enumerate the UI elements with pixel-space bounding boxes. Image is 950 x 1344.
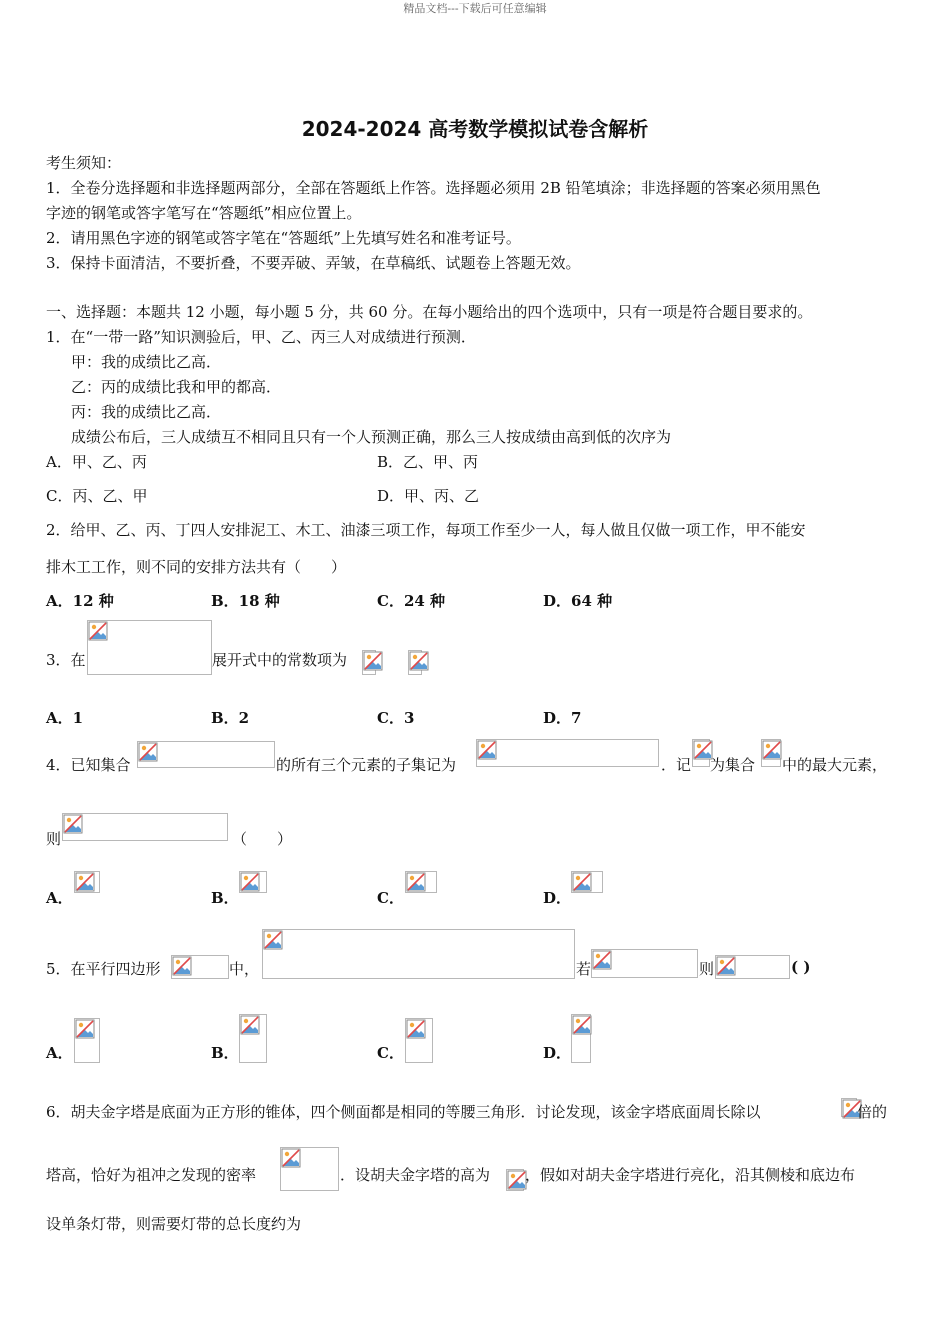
broken-image-icon <box>262 929 575 979</box>
question-3-text: 3．在 <box>46 651 86 669</box>
question-4-option-b: B． <box>211 889 239 907</box>
question-5-option-a: A． <box>46 1044 73 1062</box>
broken-image-glyph <box>406 1019 426 1039</box>
question-5-text: 中， <box>229 960 260 978</box>
question-2-option-a: A．12 种 <box>46 592 114 610</box>
section-heading: 一、选择题：本题共 12 小题，每小题 5 分，共 60 分。在每小题给出的四个选项中，只有一项是符合题目要求的。 <box>46 303 813 321</box>
notice-line: 字迹的钢笔或答字笔写在“答题纸”相应位置上。 <box>46 204 362 222</box>
question-4-text: 中的最大元素， <box>782 756 888 774</box>
question-2-stem: 2．给甲、乙、丙、丁四人安排泥工、木工、油漆三项工作，每项工作至少一人，每人做且仅做一项工作，甲不能安 <box>46 521 806 539</box>
broken-image-icon <box>571 1014 591 1063</box>
broken-image-icon <box>506 1169 524 1191</box>
question-5-text: 则 <box>699 960 715 978</box>
notice-line: 2．请用黑色字迹的钢笔或答字笔在“答题纸”上先填写姓名和准考证号。 <box>46 229 521 247</box>
question-1-statement: 丙：我的成绩比乙高． <box>71 403 222 421</box>
question-4-text: 为集合 <box>710 756 756 774</box>
broken-image-glyph <box>406 872 426 892</box>
question-6-text: 塔高，恰好为祖冲之发现的密率 <box>46 1166 257 1184</box>
question-4-text: 则 <box>46 830 62 848</box>
broken-image-icon <box>692 739 710 767</box>
notice-line: 3．保持卡面清洁，不要折叠，不要弄破、弄皱，在草稿纸、试题卷上答题无效。 <box>46 254 581 272</box>
broken-image-glyph <box>75 872 95 892</box>
broken-image-glyph <box>281 1148 301 1168</box>
broken-image-glyph <box>762 740 782 760</box>
question-1-option-a: A．甲、乙、丙 <box>46 453 147 471</box>
question-5-option-b: B． <box>211 1044 239 1062</box>
broken-image-glyph <box>240 872 260 892</box>
broken-image-icon <box>74 871 100 893</box>
broken-image-icon <box>87 620 212 675</box>
question-5-text: 若 <box>576 960 592 978</box>
question-1-statement: 乙：丙的成绩比我和甲的都高． <box>71 378 282 396</box>
question-4-option-d: D． <box>543 889 572 907</box>
question-4-text: 的所有三个元素的子集记为 <box>276 756 457 774</box>
broken-image-glyph <box>716 956 736 976</box>
question-6-text: ，假如对胡夫金字塔进行亮化，沿其侧棱和底边布 <box>525 1166 856 1184</box>
question-1-statement: 成绩公布后，三人成绩互不相同且只有一个人预测正确，那么三人按成绩由高到低的次序为 <box>71 428 672 446</box>
question-2-stem: 排木工工作，则不同的安排方法共有（ ） <box>46 558 347 576</box>
broken-image-glyph <box>572 1015 592 1035</box>
broken-image-icon <box>62 813 228 841</box>
question-1-option-c: C．丙、乙、甲 <box>46 487 148 505</box>
broken-image-icon <box>74 1018 100 1063</box>
broken-image-glyph <box>363 651 383 671</box>
question-1-stem: 1．在“一带一路”知识测验后，甲、乙、丙三人对成绩进行预测． <box>46 328 476 346</box>
broken-image-icon <box>715 955 790 979</box>
broken-image-icon <box>405 1018 433 1063</box>
question-6-text: 6．胡夫金字塔是底面为正方形的锥体，四个侧面都是相同的等腰三角形．讨论发现，该金字塔底面周长除以 <box>46 1103 761 1121</box>
question-4-text: 4．已知集合 <box>46 756 131 774</box>
broken-image-glyph <box>592 950 612 970</box>
question-2-option-d: D．64 种 <box>543 592 613 610</box>
broken-image-glyph <box>409 651 429 671</box>
notice-line: 1．全卷分选择题和非选择题两部分，全部在答题纸上作答。选择题必须用 2B 铅笔填涂；非选择题的答案必须用黑色 <box>46 179 821 197</box>
question-3-option-a: A．1 <box>46 709 84 727</box>
broken-image-icon <box>408 650 422 675</box>
broken-image-glyph <box>263 930 283 950</box>
broken-image-icon <box>239 1014 267 1063</box>
broken-image-glyph <box>572 872 592 892</box>
question-4-text: （ ） <box>232 830 293 848</box>
question-1-option-b: B．乙、甲、丙 <box>377 453 479 471</box>
broken-image-glyph <box>63 814 83 834</box>
question-3-option-b: B．2 <box>211 709 250 727</box>
question-4-option-a: A． <box>46 889 73 907</box>
broken-image-icon <box>571 871 603 893</box>
question-3-option-c: C．3 <box>377 709 415 727</box>
broken-image-icon <box>591 949 698 978</box>
question-3-text: 展开式中的常数项为 <box>212 651 348 669</box>
broken-image-glyph <box>477 740 497 760</box>
question-3-option-d: D．7 <box>543 709 582 727</box>
page-header: 精品文档---下载后可任意编辑 <box>403 2 547 15</box>
question-5-option-c: C． <box>377 1044 404 1062</box>
question-5-option-d: D． <box>543 1044 572 1062</box>
broken-image-icon <box>137 741 275 768</box>
question-4-text: ．记 <box>661 756 692 774</box>
question-6-text: 倍的 <box>857 1103 888 1121</box>
question-6-text: 设单条灯带，则需要灯带的总长度约为 <box>46 1215 302 1233</box>
question-1-statement: 甲：我的成绩比乙高． <box>71 353 222 371</box>
question-5-text: ( ) <box>791 958 811 976</box>
broken-image-icon <box>280 1147 339 1191</box>
broken-image-icon <box>171 955 229 979</box>
broken-image-glyph <box>240 1015 260 1035</box>
broken-image-glyph <box>75 1019 95 1039</box>
broken-image-glyph <box>507 1170 527 1190</box>
broken-image-icon <box>476 739 659 767</box>
notice-heading: 考生须知： <box>46 154 122 172</box>
broken-image-icon <box>841 1098 857 1117</box>
question-1-option-d: D．甲、丙、乙 <box>377 487 480 505</box>
broken-image-icon <box>405 871 437 893</box>
broken-image-icon <box>761 739 781 767</box>
question-5-text: 5．在平行四边形 <box>46 960 161 978</box>
broken-image-icon <box>239 871 267 893</box>
broken-image-glyph <box>88 621 108 641</box>
broken-image-glyph <box>172 956 192 976</box>
question-4-option-c: C． <box>377 889 404 907</box>
question-6-text: ．设胡夫金字塔的高为 <box>340 1166 491 1184</box>
broken-image-icon <box>362 650 376 675</box>
broken-image-glyph <box>138 742 158 762</box>
document-title: 2024-2024 高考数学模拟试卷含解析 <box>301 117 649 141</box>
question-2-option-b: B．18 种 <box>211 592 280 610</box>
question-2-option-c: C．24 种 <box>377 592 446 610</box>
